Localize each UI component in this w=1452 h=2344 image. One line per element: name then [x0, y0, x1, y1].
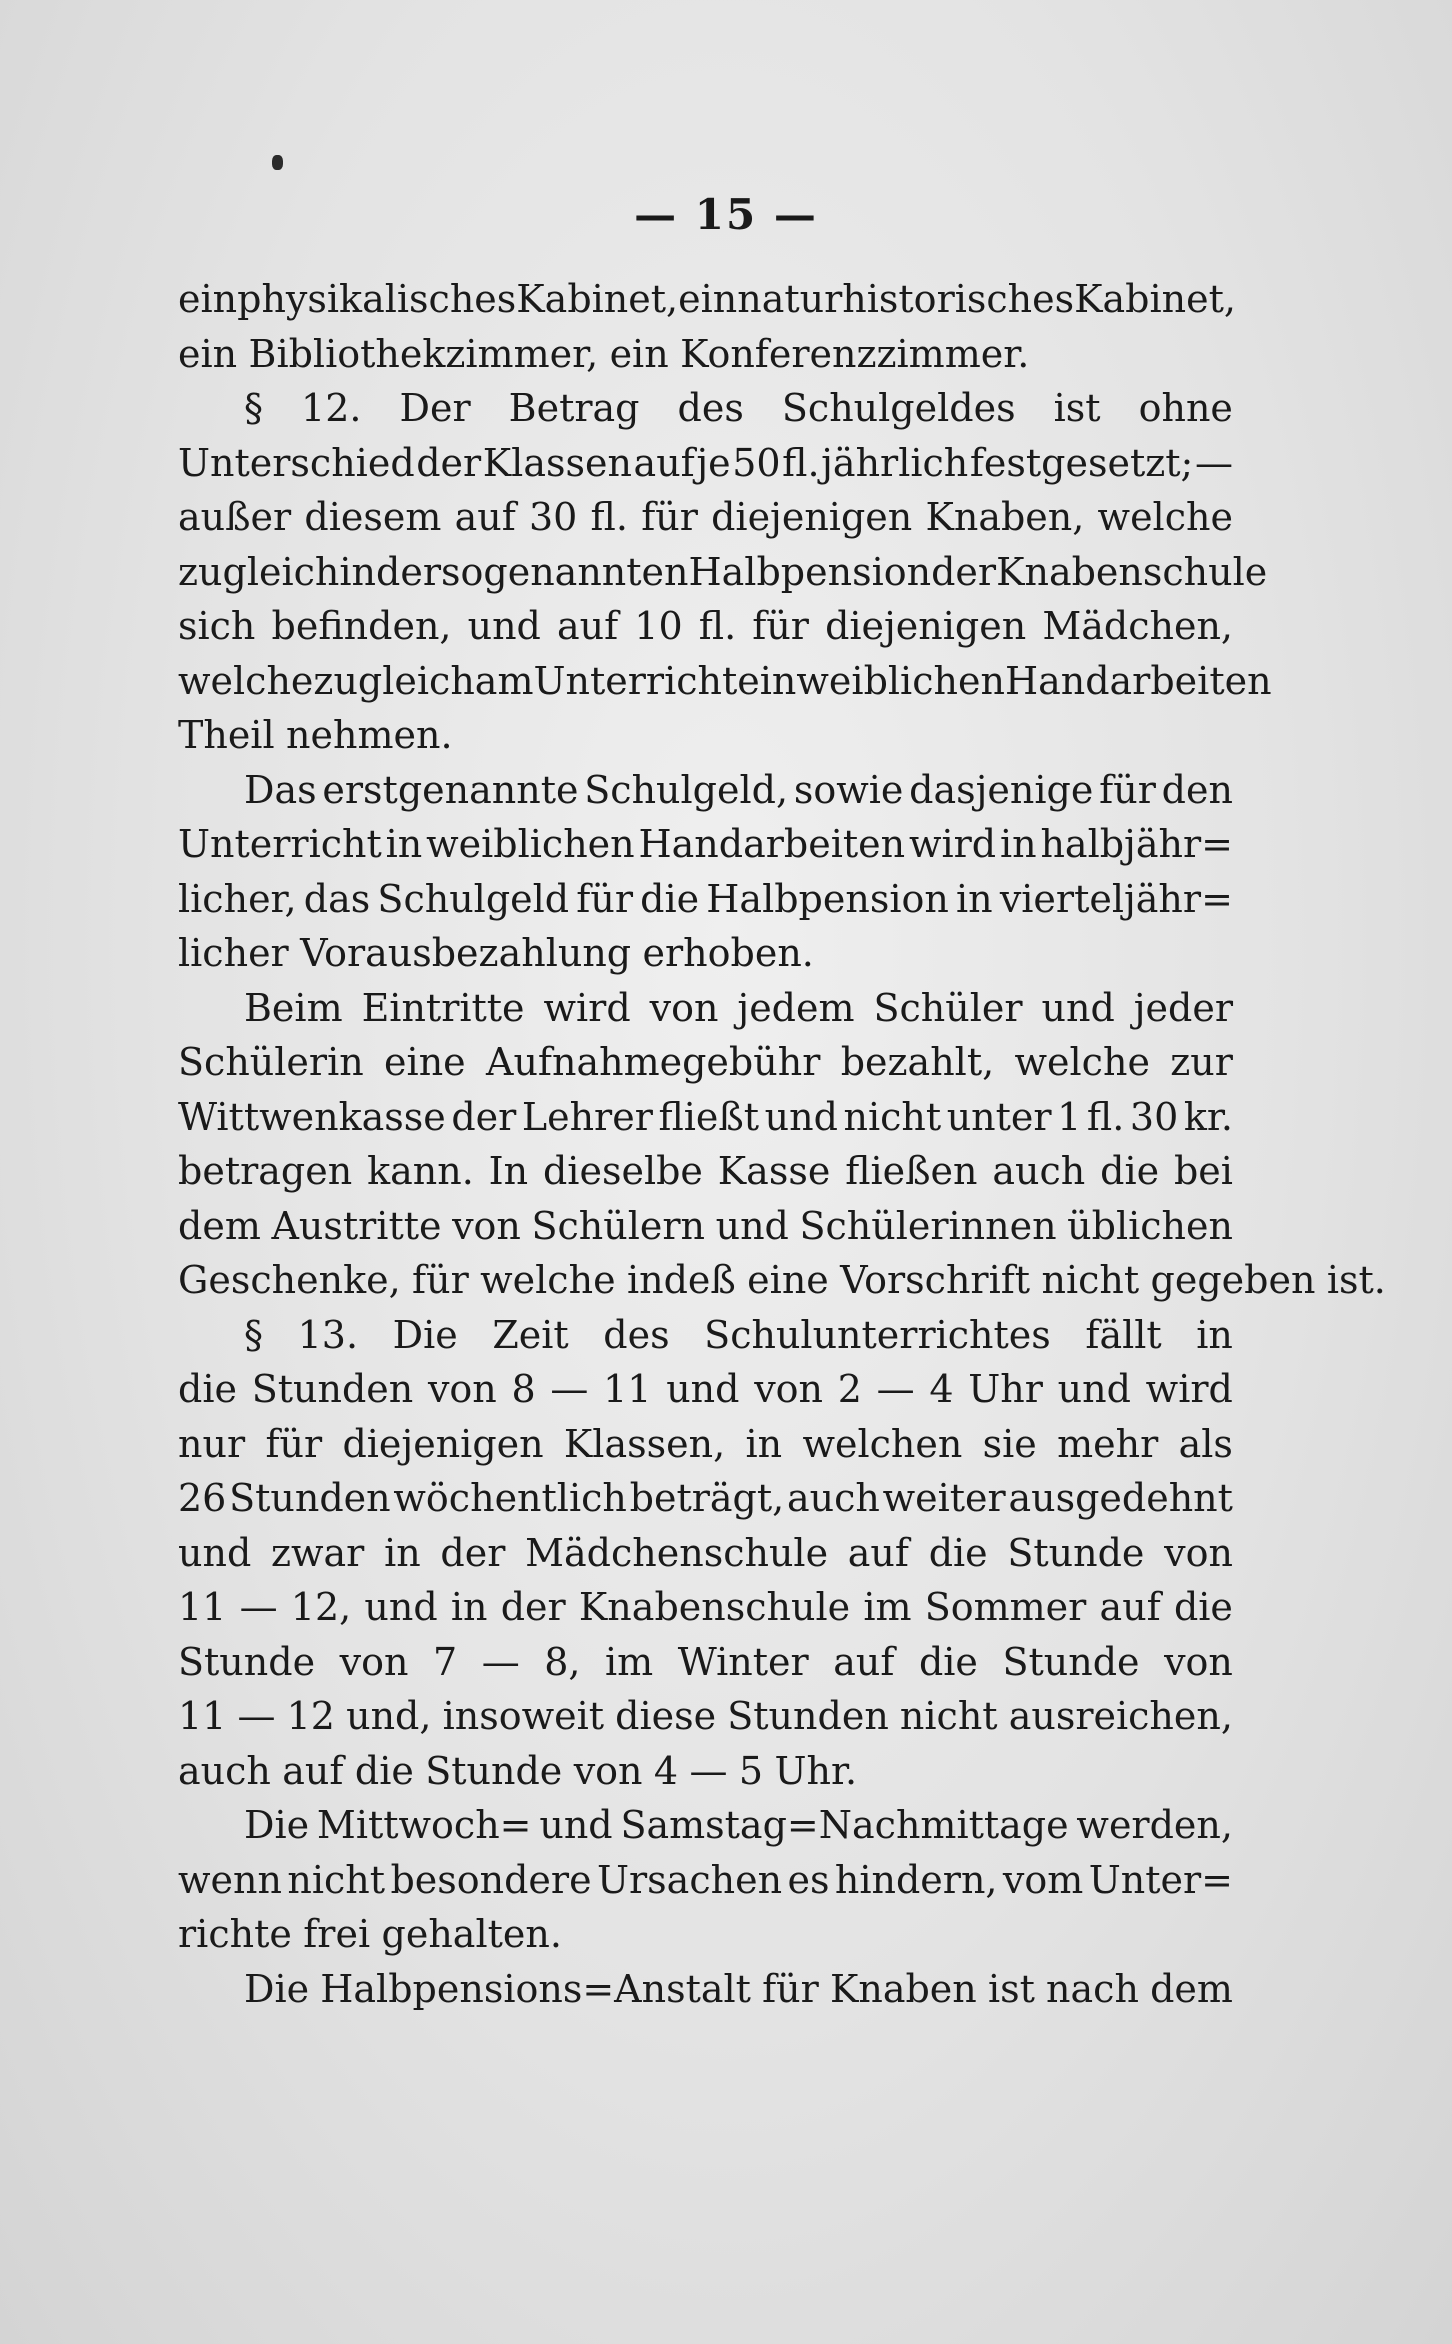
word: welche — [178, 658, 314, 703]
word: und — [715, 1203, 789, 1248]
body-text — [178, 272, 1386, 2016]
text-line — [178, 817, 1233, 872]
word: weiblichen — [796, 658, 1005, 703]
word: fließen — [845, 1149, 978, 1193]
word: zwar — [270, 1530, 365, 1575]
word: Unterrichte — [533, 658, 760, 703]
word: Stunden — [229, 1476, 391, 1520]
word: frei — [303, 1912, 371, 1956]
word: 2 — [837, 1367, 862, 1411]
word: von — [339, 1639, 409, 1684]
word: betragen — [178, 1149, 353, 1193]
word: und — [666, 1367, 740, 1411]
word: Klassen, — [563, 1421, 726, 1466]
word: dem — [178, 1203, 261, 1248]
word: physikalisches — [237, 277, 517, 321]
word: diejenigen — [825, 604, 1027, 648]
word: naturhistorisches — [737, 277, 1075, 321]
word: gehalten. — [381, 1912, 562, 1956]
word: am — [474, 658, 534, 703]
word: von — [1164, 1639, 1233, 1684]
word: Zeit — [492, 1312, 569, 1357]
word: Aufnahmegebühr — [486, 1040, 821, 1084]
word: in — [956, 876, 993, 921]
text-line — [178, 1417, 1233, 1472]
word: 26 — [178, 1476, 227, 1520]
word: sie — [982, 1421, 1037, 1466]
word: — — [237, 1694, 276, 1738]
word: Die — [244, 1803, 310, 1847]
word: welche — [480, 1258, 616, 1302]
word: von — [1164, 1530, 1233, 1575]
word: Die — [244, 1966, 310, 2011]
word: in — [759, 658, 797, 703]
word: von — [452, 1203, 521, 1248]
text-line — [178, 1253, 1386, 1308]
word: — — [689, 1748, 728, 1793]
word: werden, — [1076, 1803, 1233, 1847]
word: diejenigen — [342, 1421, 544, 1466]
text-line — [178, 1471, 1233, 1526]
word: wird — [908, 822, 997, 866]
word: Mittwoch= — [316, 1803, 532, 1847]
word: nicht — [1041, 1258, 1140, 1302]
word: für — [265, 1421, 323, 1466]
text-line — [178, 981, 1233, 1036]
word: auf — [1099, 1585, 1161, 1629]
word: Schulgeld — [377, 876, 570, 921]
word: jährlich — [821, 440, 969, 485]
word: und — [364, 1585, 438, 1629]
word: Mädchen, — [1042, 604, 1233, 648]
word: eine — [384, 1040, 466, 1084]
word: Handarbeiten — [1004, 658, 1272, 703]
word: der — [931, 549, 997, 594]
word: 10 — [634, 604, 683, 648]
word: fl. — [698, 604, 737, 648]
word: Samstag=Nachmittage — [620, 1803, 1069, 1847]
word: für — [412, 1258, 469, 1302]
text-line — [178, 545, 1268, 600]
word: — — [481, 1639, 520, 1684]
word: auf — [282, 1748, 344, 1793]
text-line — [178, 654, 1272, 709]
word: für — [1099, 767, 1156, 812]
word: in — [1196, 1312, 1233, 1357]
word: Das — [244, 767, 317, 812]
word: und, — [346, 1694, 432, 1738]
text-line — [178, 1144, 1233, 1199]
word: Bibliothekzimmer, — [248, 331, 599, 376]
word: Beim — [244, 985, 343, 1030]
word: In — [488, 1149, 529, 1193]
word: die — [1173, 1585, 1233, 1629]
word: Mädchenschule — [525, 1530, 829, 1575]
word: wird — [1145, 1367, 1233, 1411]
word: in — [339, 549, 377, 594]
word: die — [640, 876, 700, 921]
word: welchen — [802, 1421, 963, 1466]
word: Unter= — [1088, 1857, 1233, 1902]
text-line — [178, 1580, 1233, 1635]
word: befinden, — [271, 604, 452, 648]
word: nur — [178, 1421, 246, 1466]
word: Sommer — [924, 1585, 1087, 1629]
word: indeß — [626, 1258, 736, 1302]
word: von — [573, 1748, 643, 1793]
word: in — [450, 1585, 488, 1629]
word: und — [764, 1094, 838, 1139]
word: fl. — [782, 440, 820, 485]
word: ist — [987, 1966, 1035, 2011]
word: ein — [178, 331, 238, 376]
text-line — [178, 327, 1233, 382]
word: auch — [786, 1476, 880, 1520]
word: je — [696, 440, 731, 485]
word: Stunden — [251, 1367, 414, 1411]
word: den — [1161, 767, 1233, 812]
word: 30 — [528, 495, 578, 539]
word: Winter — [677, 1639, 809, 1684]
word: der — [451, 1094, 517, 1139]
word: ein — [678, 277, 738, 321]
word: welche — [1097, 495, 1233, 539]
text-line — [178, 436, 1233, 491]
word: Schülerin — [178, 1040, 364, 1084]
word: wenn — [178, 1857, 282, 1902]
word: 4 — [653, 1748, 679, 1793]
word: des — [677, 386, 744, 430]
word: Austritte — [271, 1203, 442, 1248]
word: Kabinet, — [516, 277, 679, 321]
page-number: — 15 — — [634, 190, 818, 239]
word: welche — [1014, 1040, 1150, 1084]
word: Stunden — [727, 1694, 889, 1738]
word: Knaben, — [925, 495, 1085, 539]
word: weiter — [882, 1476, 1006, 1520]
word: jedem — [737, 985, 855, 1030]
word: nicht — [843, 1094, 942, 1139]
text-line — [178, 926, 1233, 981]
word: Der — [399, 386, 471, 430]
word: dasjenige — [909, 767, 1094, 812]
word: für — [762, 1966, 819, 2011]
word: — — [550, 1367, 589, 1411]
word: im — [605, 1639, 654, 1684]
word: Uhr. — [774, 1748, 858, 1793]
text-line — [178, 1526, 1233, 1581]
word: licher — [178, 931, 289, 975]
word: Geschenke, — [178, 1258, 401, 1302]
word: in — [999, 822, 1037, 866]
word: nach — [1046, 1966, 1139, 2011]
word: üblichen — [1067, 1203, 1233, 1248]
text-line — [178, 1199, 1233, 1254]
word: für — [752, 604, 809, 648]
word: es — [787, 1857, 830, 1902]
word: 1 — [1057, 1094, 1082, 1139]
word: Halbpensions=Anstalt — [320, 1966, 751, 2011]
word: nicht — [899, 1694, 998, 1738]
word: ein — [609, 331, 669, 376]
word: von — [649, 985, 719, 1030]
text-line — [178, 763, 1233, 818]
word: 13. — [297, 1312, 359, 1357]
word: und — [1041, 985, 1115, 1030]
word: auch — [992, 1149, 1086, 1193]
word: diese — [615, 1694, 717, 1738]
word: besondere — [390, 1857, 592, 1902]
text-line — [178, 708, 1233, 763]
word: 7 — [432, 1639, 458, 1684]
word: der — [416, 440, 482, 485]
word: erhoben. — [642, 931, 814, 975]
text-line — [178, 1962, 1233, 2017]
word: Konferenzzimmer. — [680, 331, 1030, 376]
word: § — [244, 386, 263, 430]
word: Knabenschule — [996, 549, 1268, 594]
text-line — [178, 490, 1233, 545]
word: zur — [1170, 1040, 1233, 1084]
word: 12, — [290, 1585, 352, 1629]
word: licher, — [178, 876, 297, 921]
text-line — [178, 1907, 1233, 1962]
word: Schüler — [873, 985, 1023, 1030]
word: ohne — [1138, 386, 1233, 430]
word: Knabenschule — [578, 1585, 851, 1629]
word: Stunde — [1007, 1530, 1145, 1575]
word: außer — [178, 495, 292, 539]
word: weiblichen — [426, 822, 635, 866]
word: jeder — [1133, 985, 1233, 1030]
word: die — [928, 1530, 988, 1575]
word: ausreichen, — [1008, 1694, 1233, 1738]
word: in — [385, 822, 423, 866]
word: 8 — [511, 1367, 536, 1411]
word: der — [376, 549, 441, 594]
word: und — [467, 604, 541, 648]
word: für — [641, 495, 698, 539]
word: Kasse — [717, 1149, 831, 1193]
word: in — [384, 1530, 421, 1575]
word: für — [576, 876, 633, 921]
text-line — [178, 1689, 1233, 1744]
word: Uhr — [968, 1367, 1043, 1411]
word: fließt — [658, 1094, 760, 1139]
word: halbjähr= — [1040, 822, 1233, 866]
word: 12. — [301, 386, 362, 430]
text-line — [178, 1744, 1233, 1799]
word: und — [178, 1530, 252, 1575]
word: Schulgeldes — [781, 386, 1016, 430]
word: bei — [1173, 1149, 1233, 1193]
word: von — [427, 1367, 497, 1411]
word: Handarbeiten — [638, 822, 906, 866]
word: insoweit — [442, 1694, 605, 1738]
word: fl. — [590, 495, 628, 539]
text-line — [178, 1798, 1233, 1853]
text-line — [178, 1362, 1233, 1417]
word: die — [918, 1639, 978, 1684]
word: ist. — [1326, 1258, 1386, 1302]
word: Halbpension — [706, 876, 949, 921]
word: diejenigen — [711, 495, 913, 539]
word: als — [1178, 1421, 1233, 1466]
word: hindern, — [834, 1857, 998, 1902]
word: Stunde — [425, 1748, 563, 1793]
word: auf — [833, 1639, 895, 1684]
word: vierteljähr= — [999, 876, 1233, 921]
word: Schulgeld, — [584, 767, 789, 812]
word: fl. — [1086, 1094, 1125, 1139]
word: dem — [1150, 1966, 1233, 2011]
word: dieselbe — [542, 1149, 703, 1193]
word: Theil — [178, 713, 275, 757]
word: Klassen — [482, 440, 632, 485]
word: 8, — [544, 1639, 581, 1684]
word: vom — [1002, 1857, 1084, 1902]
word: kr. — [1183, 1094, 1233, 1139]
word: Betrag — [508, 386, 640, 430]
word: Ursachen — [596, 1857, 783, 1902]
word: Vorausbezahlung — [300, 931, 632, 975]
word: auf — [556, 604, 619, 648]
word: 5 — [738, 1748, 764, 1793]
word: unter — [946, 1094, 1052, 1139]
text-line — [178, 1635, 1233, 1690]
word: Eintritte — [361, 985, 525, 1030]
word: 30 — [1129, 1094, 1179, 1139]
text-line — [178, 1035, 1233, 1090]
word: auf — [633, 440, 695, 485]
word: ein — [178, 277, 238, 321]
word: erstgenannte — [322, 767, 579, 812]
word: 11 — [603, 1367, 652, 1411]
word: bezahlt, — [840, 1040, 995, 1084]
word: auch — [178, 1748, 271, 1793]
word: — — [239, 1585, 278, 1629]
word: zugleich — [178, 549, 340, 594]
word: Vorschrift — [840, 1258, 1031, 1302]
word: Unterschied — [178, 440, 415, 485]
word: gegeben — [1150, 1258, 1316, 1302]
word: — — [1194, 440, 1233, 485]
word: im — [863, 1585, 912, 1629]
word: das — [303, 876, 371, 921]
ink-speck — [272, 155, 283, 170]
word: von — [754, 1367, 824, 1411]
word: auf — [454, 495, 516, 539]
word: der — [500, 1585, 566, 1629]
word: sogenannten — [441, 549, 689, 594]
word: festgesetzt; — [969, 440, 1194, 485]
word: wird — [543, 985, 631, 1030]
word: — — [876, 1367, 915, 1411]
word: in — [745, 1421, 783, 1466]
word: die — [1100, 1149, 1160, 1193]
text-line — [178, 1090, 1233, 1145]
word: die — [354, 1748, 414, 1793]
word: Halbpension — [688, 549, 932, 594]
word: ist — [1053, 386, 1101, 430]
word: sich — [178, 604, 256, 648]
word: Schülern — [531, 1203, 706, 1248]
word: des — [603, 1312, 670, 1357]
word: eine — [747, 1258, 829, 1302]
word: 12 — [286, 1694, 335, 1738]
word: Lehrer — [521, 1094, 653, 1139]
text-line — [178, 1308, 1233, 1363]
text-line — [178, 599, 1233, 654]
word: kann. — [367, 1149, 474, 1193]
word: Schülerinnen — [799, 1203, 1057, 1248]
word: Unterricht — [178, 822, 382, 866]
word: § — [244, 1312, 263, 1357]
word: diesem — [304, 495, 442, 539]
word: 4 — [929, 1367, 954, 1411]
word: nicht — [287, 1857, 386, 1902]
text-line — [178, 872, 1233, 927]
word: nehmen. — [286, 713, 453, 757]
word: und — [1057, 1367, 1131, 1411]
word: Kabinet, — [1074, 277, 1236, 321]
word: richte — [178, 1912, 292, 1956]
word: 50 — [732, 440, 781, 485]
word: 11 — [178, 1585, 227, 1629]
word: beträgt, — [629, 1476, 785, 1520]
word: Stunde — [1002, 1639, 1140, 1684]
word: wöchentlich — [393, 1476, 627, 1520]
word: Wittwenkasse — [178, 1094, 446, 1139]
word: auf — [847, 1530, 909, 1575]
word: mehr — [1057, 1421, 1159, 1466]
word: Die — [392, 1312, 458, 1357]
word: zugleich — [313, 658, 475, 703]
word: Schulunterrichtes — [704, 1312, 1051, 1357]
word: ausgedehnt — [1008, 1476, 1233, 1520]
word: Stunde — [178, 1639, 316, 1684]
text-line — [178, 272, 1236, 327]
word: und — [539, 1803, 613, 1847]
word: 11 — [178, 1694, 227, 1738]
text-line — [178, 1853, 1233, 1908]
word: fällt — [1085, 1312, 1162, 1357]
word: die — [178, 1367, 237, 1411]
word: Knaben — [829, 1966, 977, 2011]
text-line — [178, 381, 1233, 436]
word: der — [440, 1530, 506, 1575]
word: sowie — [793, 767, 904, 812]
